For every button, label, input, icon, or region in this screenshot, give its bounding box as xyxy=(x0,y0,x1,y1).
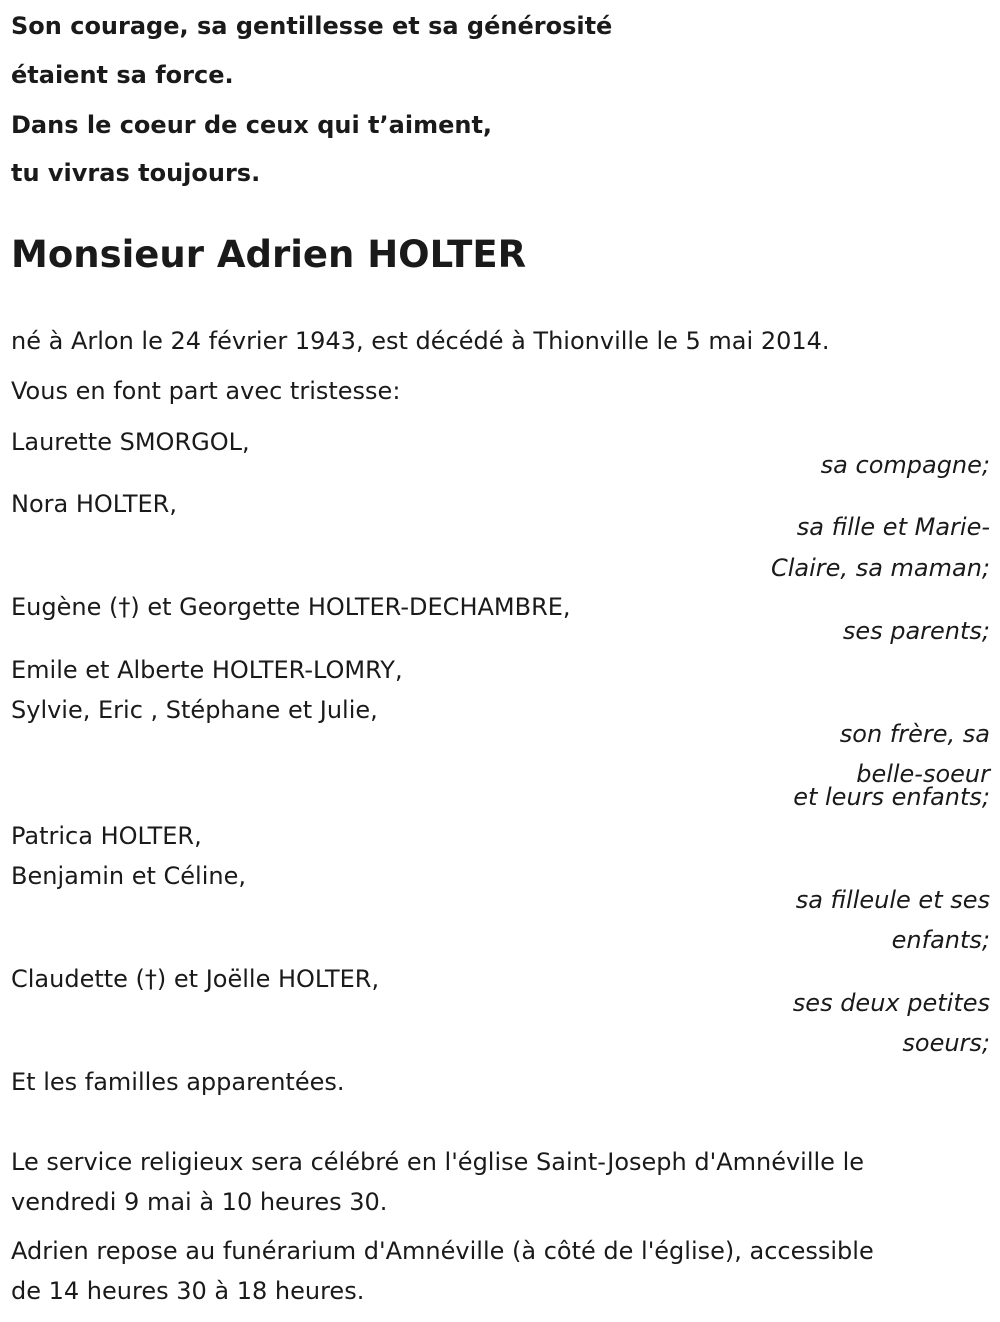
funerarium-line: Adrien repose au funérarium d'Amnéville (à côté de l'église), accessible xyxy=(11,1237,874,1265)
relative-name: Benjamin et Céline, xyxy=(11,862,246,890)
relative-role: Claire, sa maman; xyxy=(771,554,990,582)
relative-name: Laurette SMORGOL, xyxy=(11,428,250,456)
relative-name: Sylvie, Eric , Stéphane et Julie, xyxy=(11,696,378,724)
relative-name: Patrica HOLTER, xyxy=(11,822,202,850)
funerarium-line: de 14 heures 30 à 18 heures. xyxy=(11,1277,365,1305)
relative-name: Emile et Alberte HOLTER-LOMRY, xyxy=(11,656,403,684)
epigraph-line: Son courage, sa gentillesse et sa générosité xyxy=(11,12,613,40)
epigraph-line: étaient sa force. xyxy=(11,61,234,89)
relative-name: Claudette (†) et Joëlle HOLTER, xyxy=(11,965,380,993)
relative-name: Nora HOLTER, xyxy=(11,490,177,518)
service-line: vendredi 9 mai à 10 heures 30. xyxy=(11,1188,388,1216)
deceased-name: Monsieur Adrien HOLTER xyxy=(11,233,527,276)
relative-role: belle-soeur xyxy=(856,760,990,788)
relative-role: sa filleule et ses xyxy=(795,886,990,914)
relative-role: soeurs; xyxy=(902,1029,990,1057)
epigraph-line: Dans le coeur de ceux qui t’aiment, xyxy=(11,111,493,139)
birth-death-line: né à Arlon le 24 février 1943, est décédé à Thionville le 5 mai 2014. xyxy=(11,327,830,355)
intro-line: Vous en font part avec tristesse: xyxy=(11,377,401,405)
closing-line: Et les familles apparentées. xyxy=(11,1068,345,1096)
relative-role: et leurs enfants; xyxy=(793,783,990,811)
relative-role: son frère, sa xyxy=(839,720,990,748)
epigraph-line: tu vivras toujours. xyxy=(11,159,261,187)
service-line: Le service religieux sera célébré en l'église Saint-Joseph d'Amnéville le xyxy=(11,1148,865,1176)
relative-role: enfants; xyxy=(891,926,990,954)
relative-name: Eugène (†) et Georgette HOLTER-DECHAMBRE, xyxy=(11,593,571,621)
relative-role: ses deux petites xyxy=(792,989,990,1017)
relative-role: ses parents; xyxy=(842,617,990,645)
relative-role: sa fille et Marie- xyxy=(796,513,990,541)
relative-role: sa compagne; xyxy=(820,451,990,479)
